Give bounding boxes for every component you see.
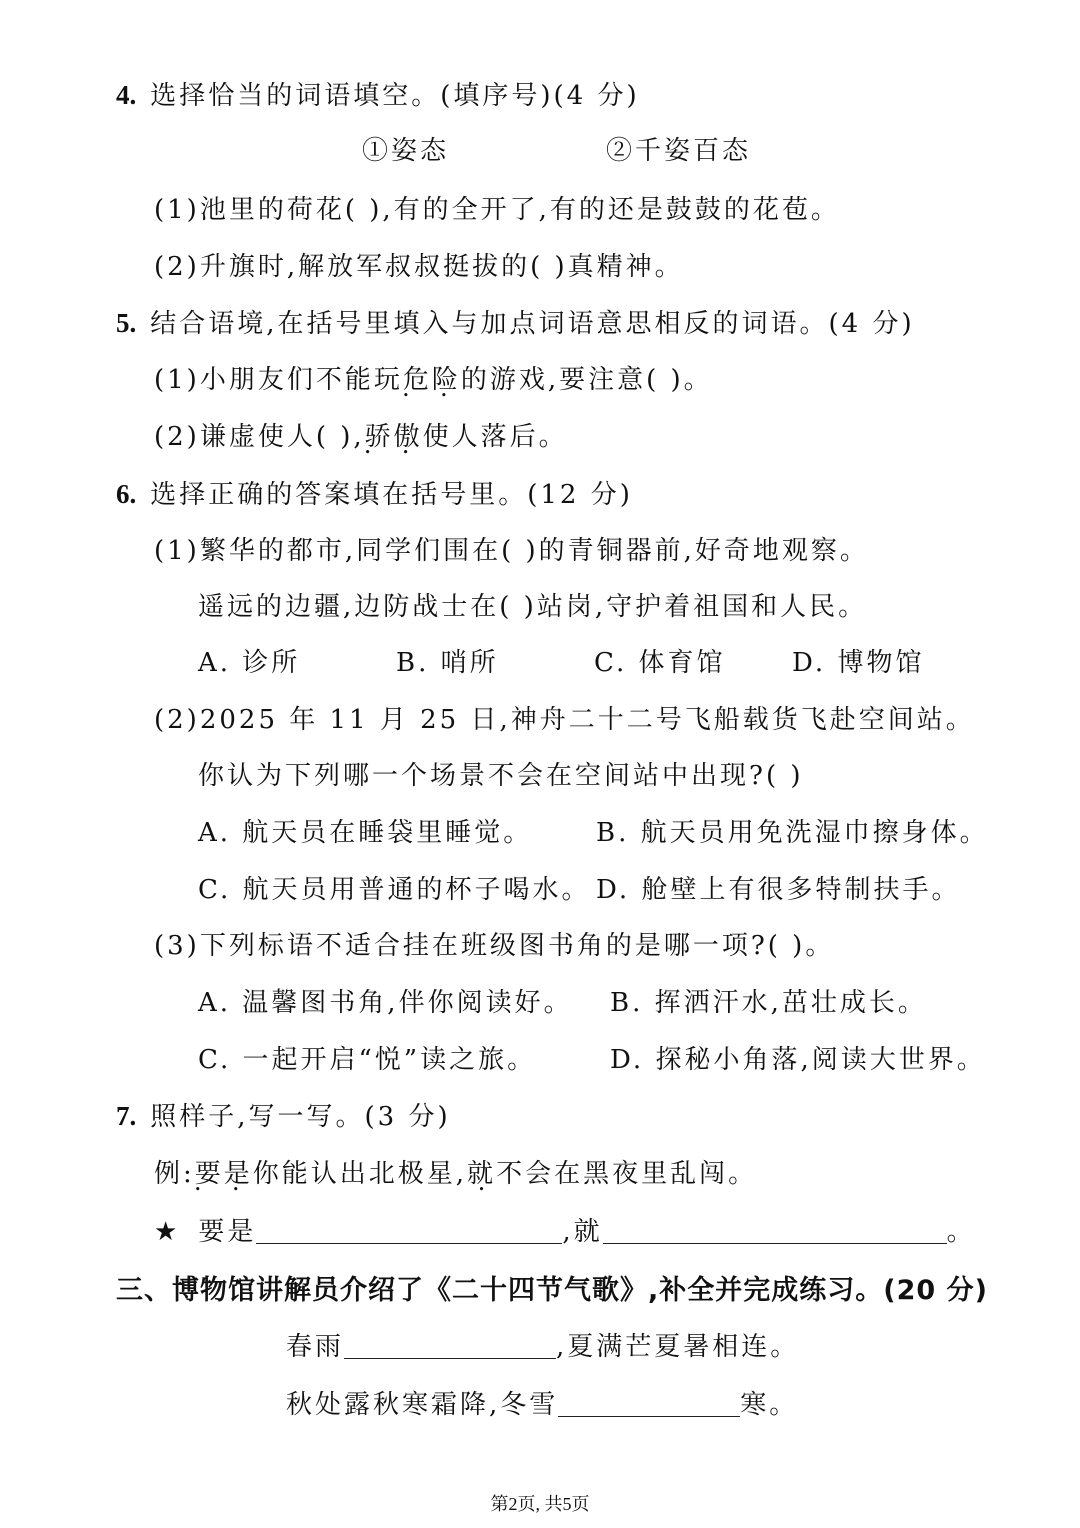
poem-line-2 bbox=[286, 1388, 798, 1422]
q5-item-1-pre: (1)小朋友们不能玩 bbox=[154, 365, 403, 395]
q6-s3-option-d: D. 探秘小角落,阅读大世界。 bbox=[610, 1045, 986, 1075]
poem-line-1-pre: 春雨 bbox=[286, 1332, 345, 1362]
q4-item-2: (2)升旗时,解放军叔叔挺拔的( )真精神。 bbox=[154, 252, 684, 282]
q7-blank-1[interactable] bbox=[256, 1217, 562, 1244]
q5-item-1-post: 的游戏,要注意( )。 bbox=[460, 365, 713, 395]
q7-example-post: 不会在黑夜里乱闯。 bbox=[496, 1159, 758, 1189]
q6-s3-option-c: C. 一起开启“悦”读之旅。 bbox=[198, 1045, 537, 1075]
star-icon: ★ bbox=[154, 1217, 181, 1247]
q6-s1-option-a: A. 诊所 bbox=[198, 648, 301, 678]
q7-blank-mid: ,就 bbox=[562, 1217, 603, 1247]
poem-blank-1[interactable] bbox=[344, 1332, 556, 1359]
q5-dotted-word-2: 骄傲 • • bbox=[365, 420, 423, 454]
q4-item-1: (1)池里的荷花( ),有的全开了,有的还是鼓鼓的花苞。 bbox=[154, 195, 840, 225]
q6-s1-option-b: B. 哨所 bbox=[396, 648, 499, 678]
q6-s1-option-d: D. 博物馆 bbox=[792, 648, 925, 678]
q5-item-2-pre: (2)谦虚使人( ), bbox=[154, 422, 365, 452]
q4-title: 选择恰当的词语填空。(填序号)(4 分) bbox=[150, 81, 640, 111]
q7-title: 照样子,写一写。(3 分) bbox=[150, 1102, 451, 1132]
q6-number: 6. bbox=[116, 479, 137, 509]
q7-blank-end: 。 bbox=[946, 1217, 976, 1247]
q5-title: 结合语境,在括号里填入与加点词语意思相反的词语。(4 分) bbox=[150, 309, 915, 339]
q6-s3-option-b: B. 挥洒汗水,茁壮成长。 bbox=[610, 988, 927, 1018]
q6-s1-line-1: (1)繁华的都市,同学们围在( )的青铜器前,好奇地观察。 bbox=[154, 536, 869, 566]
q6-title-line bbox=[116, 477, 633, 512]
poem-line-1 bbox=[286, 1330, 799, 1364]
q6-s3-line-1: (3)下列标语不适合挂在班级图书角的是哪一项?( )。 bbox=[154, 931, 835, 961]
q6-s1-line-2: 遥远的边疆,边防战士在( )站岗,守护着祖国和人民。 bbox=[198, 592, 868, 622]
q5-item-2-post: 使人落后。 bbox=[422, 422, 568, 452]
q7-example bbox=[154, 1157, 757, 1191]
q7-blank-pre: 要是 bbox=[198, 1217, 257, 1247]
poem-blank-2[interactable] bbox=[558, 1390, 740, 1417]
poem-line-2-post: 寒。 bbox=[740, 1390, 799, 1420]
page-footer: 第2页, 共5页 bbox=[490, 1494, 590, 1514]
q7-example-pre: 例: bbox=[154, 1159, 195, 1189]
poem-line-2-pre: 秋处露秋寒霜降,冬雪 bbox=[286, 1390, 559, 1420]
q5-number: 5. bbox=[116, 308, 137, 338]
q7-blank-2[interactable] bbox=[603, 1217, 947, 1244]
q6-s3-option-a: A. 温馨图书角,伴你阅读好。 bbox=[198, 988, 573, 1018]
q7-number: 7. bbox=[116, 1101, 137, 1131]
q6-s2-line-2: 你认为下列哪一个场景不会在空间站中出现?( ) bbox=[198, 761, 804, 791]
q5-item-2 bbox=[154, 420, 568, 454]
q6-s2-option-a: A. 航天员在睡袋里睡觉。 bbox=[198, 818, 533, 848]
q4-number: 4. bbox=[116, 80, 137, 110]
q4-option-1: ①姿态 bbox=[362, 136, 450, 166]
q5-dotted-word-1: 危险 • • bbox=[403, 363, 461, 397]
q6-s2-option-c: C. 航天员用普通的杯子喝水。 bbox=[198, 875, 591, 905]
q7-dotted-word-2: 就 bbox=[467, 1159, 497, 1189]
poem-line-1-post: ,夏满芒夏暑相连。 bbox=[556, 1332, 800, 1362]
q4-title-line bbox=[116, 78, 640, 113]
q6-title: 选择正确的答案填在括号里。(12 分) bbox=[150, 480, 633, 510]
q6-s2-option-b: B. 航天员用免洗湿巾擦身体。 bbox=[596, 818, 989, 848]
q6-s1-option-c: C. 体育馆 bbox=[594, 648, 726, 678]
section-3-title: 三、博物馆讲解员介绍了《二十四节气歌》,补全并完成练习。(20 分) bbox=[116, 1275, 988, 1306]
q6-s2-option-d: D. 舱壁上有很多特制扶手。 bbox=[596, 875, 961, 905]
q7-answer-line bbox=[154, 1215, 976, 1249]
q7-title-line bbox=[116, 1099, 451, 1134]
q7-example-mid: 你能认出北极星, bbox=[252, 1159, 468, 1189]
q6-s2-line-1: (2)2025 年 11 月 25 日,神舟二十二号飞船载货飞赴空间站。 bbox=[154, 705, 975, 735]
q5-title-line bbox=[116, 306, 915, 341]
q4-option-2: ②千姿百态 bbox=[606, 136, 752, 166]
q5-item-1 bbox=[154, 363, 713, 397]
q7-dotted-word-1: 要是 • • bbox=[195, 1157, 253, 1191]
